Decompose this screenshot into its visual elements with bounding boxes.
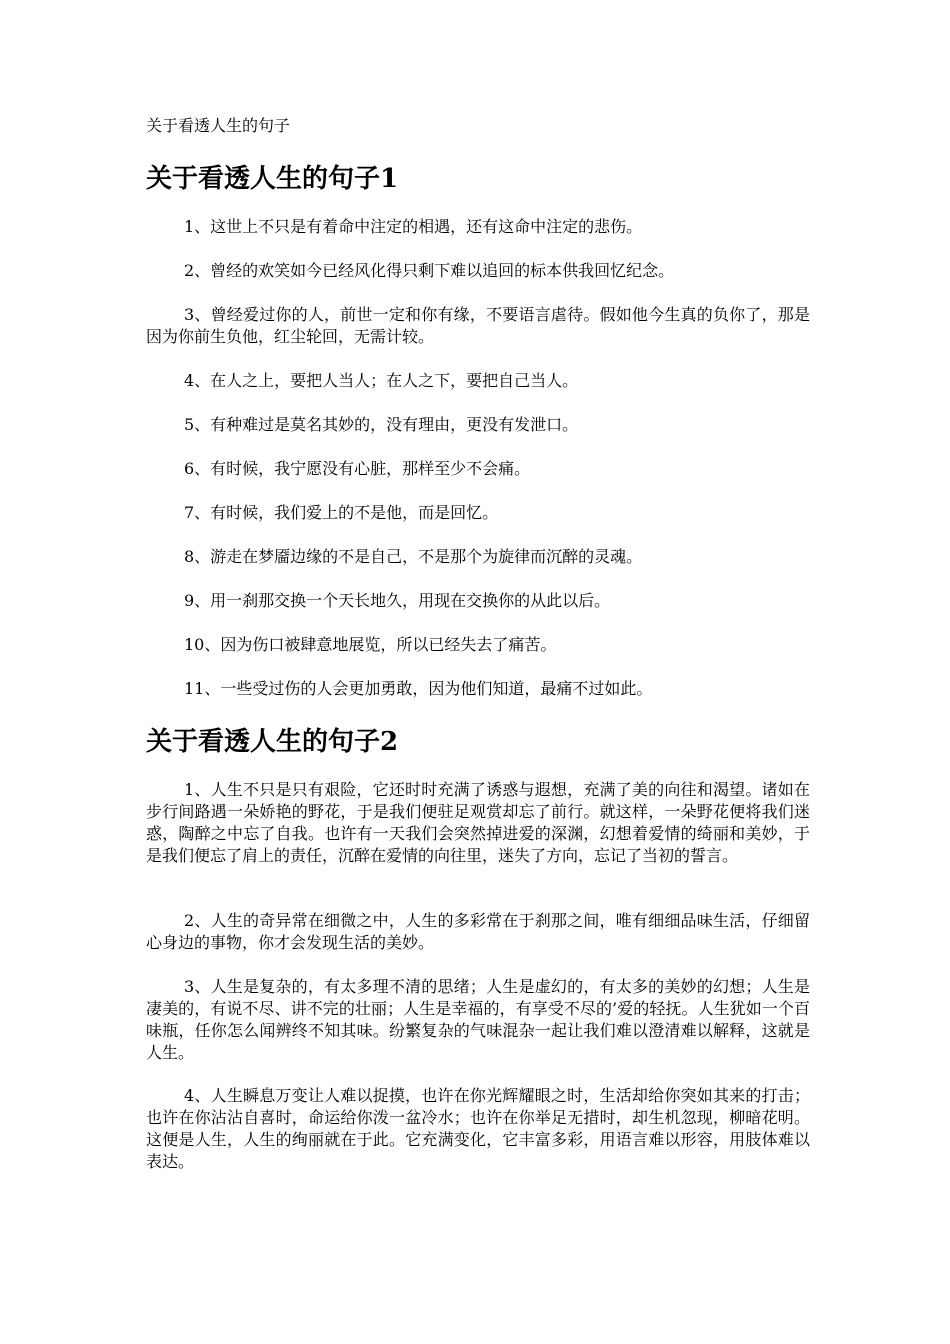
section1-item-8: 8、游走在梦靥边缘的不是自己，不是那个为旋律而沉醉的灵魂。: [184, 547, 643, 566]
section1-item-9: 9、用一刹那交换一个天长地久，用现在交换你的从此以后。: [184, 591, 611, 610]
section1-item-3: 3、曾经爱过你的人，前世一定和你有缘，不要语言虐待。假如他今生真的负你了，那是因为你前生负他，红尘轮回，无需计较。: [146, 305, 810, 346]
section2-item-2: 2、人生的奇异常在细微之中，人生的多彩常在于刹那之间，唯有细细品味生活，仔细留心身边的事物，你才会发现生活的美妙。: [146, 911, 810, 952]
section1-item-4: 4、在人之上，要把人当人；在人之下，要把自己当人。: [184, 371, 579, 390]
section2-item-3: 3、人生是复杂的，有太多理不清的思绪；人生是虚幻的，有太多的美妙的幻想；人生是凄美的，有说不尽、讲不完的壮丽；人生是幸福的，有享受不尽的’爱的轻抚。人生犹如一个百味瓶，任你怎么闻辨终不知其味。纷繁复杂的气味混杂一起让我们难以澄清难以解释，这就是人生。: [146, 977, 810, 1062]
section1-item-11: 11、一些受过伤的人会更加勇敢，因为他们知道，最痛不过如此。: [184, 679, 653, 698]
section1-item-6: 6、有时候，我宁愿没有心脏，那样至少不会痛。: [184, 459, 531, 478]
section1-item-7: 7、有时候，我们爱上的不是他，而是回忆。: [184, 503, 499, 522]
section1-item-1: 1、这世上不只是有着命中注定的相遇，还有这命中注定的悲伤。: [184, 217, 643, 236]
section-heading-1: 关于看透人生的句子1: [146, 164, 399, 194]
document-title: 关于看透人生的句子: [146, 116, 291, 135]
section2-item-1: 1、人生不只是只有艰险，它还时时充满了诱惑与遐想，充满了美的向往和渴望。诸如在步行间路遇一朵娇艳的野花，于是我们便驻足观赏却忘了前行。就这样，一朵野花便将我们迷惑，陶醉之中忘了自我。也许有一天我们会突然掉进爱的深渊，幻想着爱情的绮丽和美妙，于是我们便忘了肩上的责任，沉醉在爱情的向往里，迷失了方向，忘记了当初的誓言。: [146, 780, 810, 865]
section1-item-10: 10、因为伤口被肆意地展览，所以已经失去了痛苦。: [184, 635, 557, 654]
section2-item-4: 4、人生瞬息万变让人难以捉摸，也许在你光辉耀眼之时，生活却给你突如其来的打击；也许在你沾沾自喜时，命运给你泼一盆冷水；也许在你举足无措时，却生机忽现，柳暗花明。这便是人生，人生的绚丽就在于此。它充满变化，它丰富多彩，用语言难以形容，用肢体难以表达。: [146, 1086, 810, 1171]
section-heading-2: 关于看透人生的句子2: [146, 727, 399, 757]
section1-item-2: 2、曾经的欢笑如今已经风化得只剩下难以追回的标本供我回忆纪念。: [184, 261, 675, 280]
section1-item-5: 5、有种难过是莫名其妙的，没有理由，更没有发泄口。: [184, 415, 579, 434]
